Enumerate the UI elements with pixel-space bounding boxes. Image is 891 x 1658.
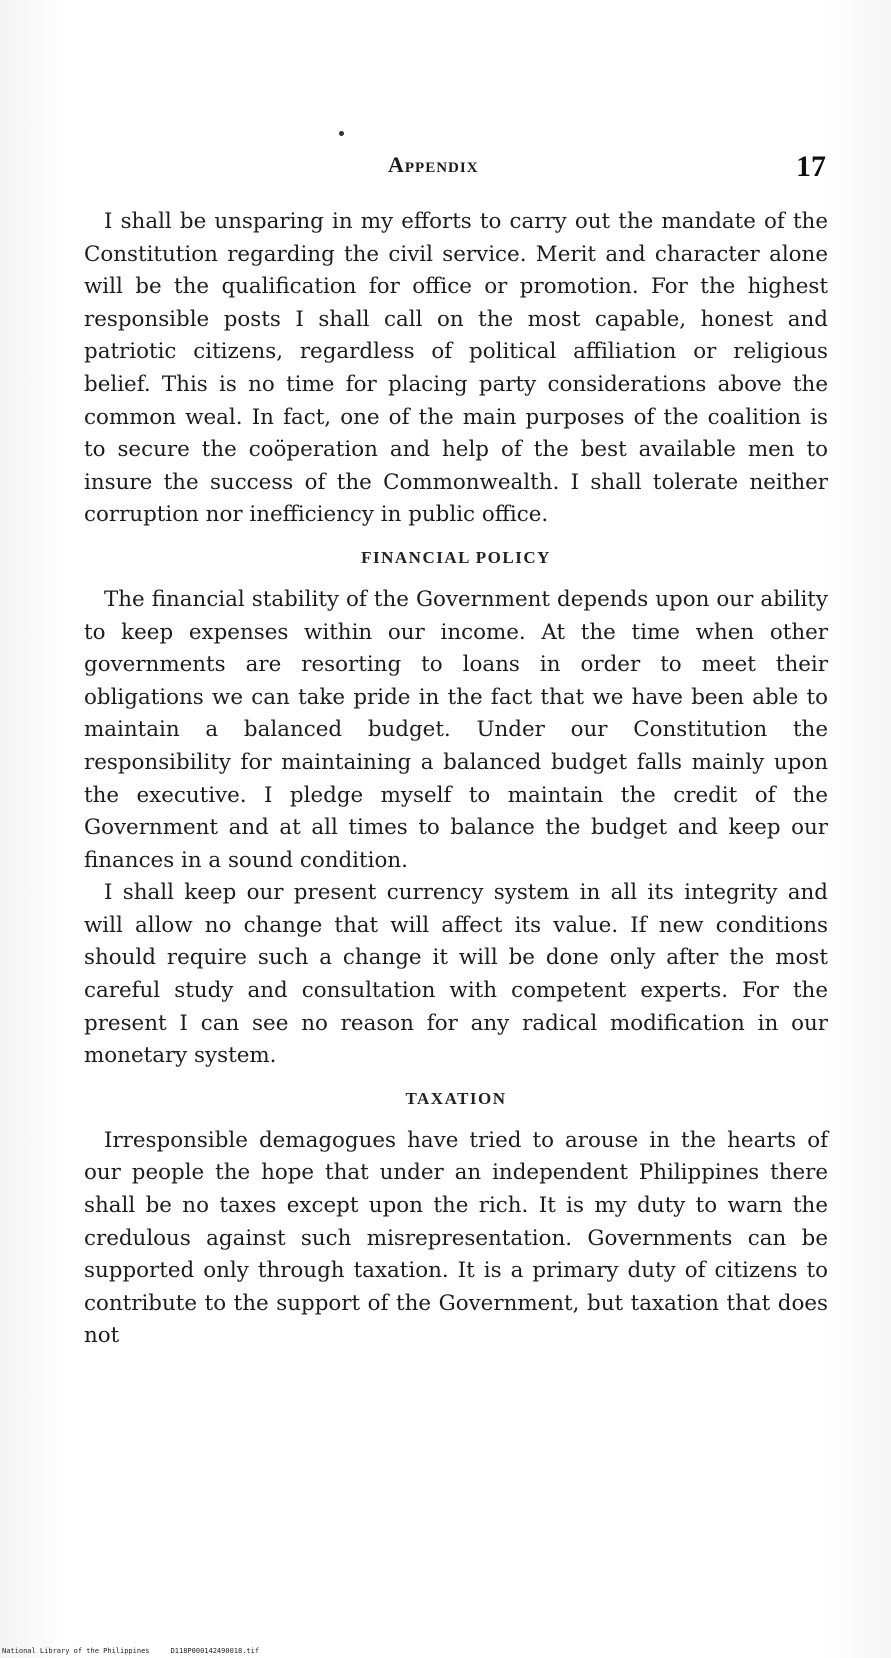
paragraph-civil-service: I shall be unsparing in my efforts to carry out the mandate of the Constitution regarding the civil service. Merit and character alone will be the qualification for office or promotion. For the highest responsible posts I shall call on the most capable, honest and patriotic citizens, regardless of political affiliation or religious belief. This is no time for placing party considerations above the common weal. In fact, one of the main purposes of the coalition is to secure the coöperation and help of the best available men to insure the success of the Commonwealth. I shall tolerate neither corruption nor inefficiency in public office. [84,209,828,528]
body-text [84,206,828,1353]
section-heading-financial-policy: FINANCIAL POLICY [361,547,551,567]
section-heading-taxation: TAXATION [405,1088,507,1108]
scan-footer: National Library of the Philippines D118P000142490018.tif [2,1647,260,1655]
page-number: 17 [796,150,826,183]
running-head: Appendix [388,152,479,177]
paragraph-taxation: Irresponsible demagogues have tried to arouse in the hearts of our people the hope that under an independent Philippines there shall be no taxes except upon the rich. It is my duty to warn the credulous against such misrepresentation. Governments can be supported only through taxation. It is a primary duty of citizens to contribute to the support of the Government, but taxation that does not [84,1127,828,1349]
paragraph-financial-stability: The financial stability of the Government depends upon our ability to keep expenses within our income. At the time when other governments are resorting to loans in order to meet their obligations we can take pride in the fact that we have been able to maintain a balanced budget. Under our Constitution the responsibility for maintaining a balanced budget falls mainly upon the executive. I pledge myself to maintain the credit of the Government and at all times to balance the budget and keep our finances in a sound condition. [84,586,828,873]
ink-speck [339,131,344,136]
paragraph-currency-system: I shall keep our present currency system in all its integrity and will allow no change that will affect its value. If new conditions should require such a change it will be done only after the most careful study and consultation with competent experts. For the present I can see no reason for any radical modification in our monetary system. [84,880,828,1069]
